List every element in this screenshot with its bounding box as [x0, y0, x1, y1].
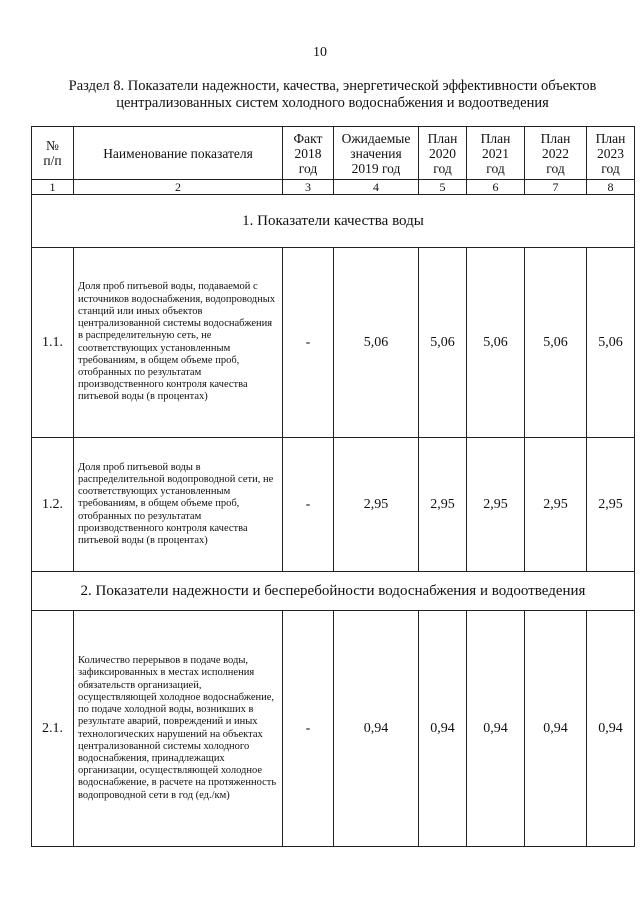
plan-2022-value: 0,94 — [525, 611, 587, 847]
plan-2021-value: 2,95 — [467, 438, 525, 572]
header-row — [32, 127, 635, 180]
header-fact-2018: Факт 2018 год — [283, 127, 334, 180]
plan-2021-value: 5,06 — [467, 248, 525, 438]
column-number: 4 — [334, 180, 419, 195]
column-number-row — [32, 180, 635, 195]
plan-2023-value: 2,95 — [587, 438, 635, 572]
row-index: 1.1. — [32, 248, 74, 438]
table-row — [32, 248, 635, 438]
row-index: 2.1. — [32, 611, 74, 847]
row-description: Доля проб питьевой воды в распределительной водопроводной сети, не соответствующих установленным требованиям, в общем объеме проб, отобранных по результатам производственного контроля качества питьевой воды (в процентах) — [74, 438, 283, 572]
section-title-line-1: Раздел 8. Показатели надежности, качества, энергетической эффективности объектов — [68, 78, 597, 94]
page-number: 10 — [313, 45, 327, 60]
column-number: 3 — [283, 180, 334, 195]
plan-2022-value: 5,06 — [525, 248, 587, 438]
plan-2020-value: 0,94 — [419, 611, 467, 847]
fact-2018-value: - — [283, 438, 334, 572]
column-number: 7 — [525, 180, 587, 195]
section-title-line-2: централизованных систем холодного водоснабжения и водоотведения — [116, 95, 549, 111]
section-heading: 2. Показатели надежности и бесперебойности водоснабжения и водоотведения — [32, 572, 635, 611]
row-description: Количество перерывов в подаче воды, зафиксированных в местах исполнения обязательств организацией, осуществляющей холодное водоснабжение, по подаче холодной воды, возникших в результате аварий, повреждений и иных технологических нарушений на объектах централизованной системы холодного водоснабжения, принадлежащих организации, осуществляющей холодное водоснабжение, в расчете на протяженность водопроводной сети в год (ед./км) — [74, 611, 283, 847]
column-number: 2 — [74, 180, 283, 195]
column-number: 6 — [467, 180, 525, 195]
section-row-reliability — [32, 572, 635, 611]
header-expected-2019: Ожидаемые значения 2019 год — [334, 127, 419, 180]
header-indicator-name: Наименование показателя — [74, 127, 283, 180]
expected-2019-value: 0,94 — [334, 611, 419, 847]
header-plan-2023: План 2023 год — [587, 127, 635, 180]
plan-2020-value: 2,95 — [419, 438, 467, 572]
header-plan-2022: План 2022 год — [525, 127, 587, 180]
column-number: 5 — [419, 180, 467, 195]
column-number: 1 — [32, 180, 74, 195]
header-num: № п/п — [32, 127, 74, 180]
header-plan-2021: План 2021 год — [467, 127, 525, 180]
fact-2018-value: - — [283, 248, 334, 438]
expected-2019-value: 2,95 — [334, 438, 419, 572]
plan-2021-value: 0,94 — [467, 611, 525, 847]
row-index: 1.2. — [32, 438, 74, 572]
section-heading: 1. Показатели качества воды — [32, 195, 635, 248]
indicators-table — [31, 126, 635, 847]
section-title — [50, 78, 615, 112]
fact-2018-value: - — [283, 611, 334, 847]
plan-2020-value: 5,06 — [419, 248, 467, 438]
table-row — [32, 611, 635, 847]
column-number: 8 — [587, 180, 635, 195]
section-row-water-quality — [32, 195, 635, 248]
table-row — [32, 438, 635, 572]
header-plan-2020: План 2020 год — [419, 127, 467, 180]
plan-2022-value: 2,95 — [525, 438, 587, 572]
plan-2023-value: 5,06 — [587, 248, 635, 438]
expected-2019-value: 5,06 — [334, 248, 419, 438]
plan-2023-value: 0,94 — [587, 611, 635, 847]
row-description: Доля проб питьевой воды, подаваемой с источников водоснабжения, водопроводных станций или иных объектов централизованной системы водоснабжения в распределительную сеть, не соответствующих установленным требованиям, в общем объеме проб, отобранных по результатам производственного контроля качества питьевой воды (в процентах) — [74, 248, 283, 438]
